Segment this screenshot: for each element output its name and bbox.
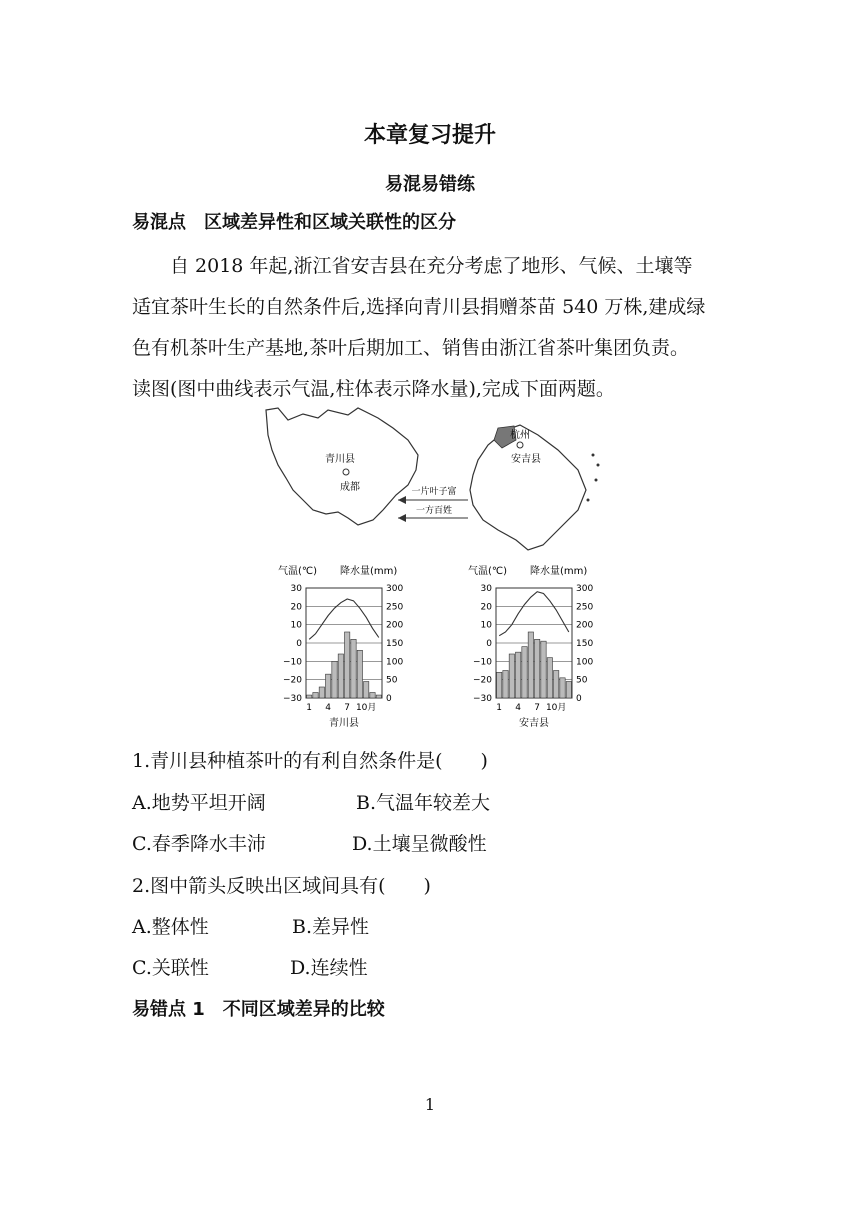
left-tick-label: −20 <box>473 675 492 686</box>
right-tick-label: 50 <box>576 675 588 686</box>
map-label-chengdu: 成都 <box>340 482 360 493</box>
right-tick-label: 250 <box>576 602 594 613</box>
section-subtitle: 易混易错练 <box>385 174 475 195</box>
island-dot <box>587 499 590 502</box>
page-number: 1 <box>424 1095 436 1114</box>
sichuan-map-outline <box>266 408 418 525</box>
precip-bar <box>345 632 350 698</box>
island-dot <box>592 454 595 457</box>
precip-bar <box>307 695 312 698</box>
q2-option-d: D.连续性 <box>290 957 368 979</box>
precip-bar <box>535 639 540 698</box>
precip-bar <box>554 671 559 699</box>
q2-option-a: A.整体性 <box>132 916 209 938</box>
x-tick-label: 1 <box>306 703 313 713</box>
climate-chart-anji <box>468 564 593 729</box>
right-tick-label: 100 <box>576 657 594 668</box>
left-tick-label: −30 <box>283 694 302 704</box>
precip-bar <box>560 678 565 698</box>
precip-bar <box>566 682 571 699</box>
precip-bar <box>528 632 533 698</box>
passage-line: 读图(图中曲线表示气温,柱体表示降水量),完成下面两题。 <box>132 378 615 400</box>
arrow-label-2: 一方百姓 <box>415 506 453 516</box>
right-tick-label: 200 <box>386 620 404 631</box>
right-tick-label: 300 <box>386 584 404 594</box>
figure <box>258 400 618 742</box>
island-dot <box>595 479 598 482</box>
left-tick-label: −20 <box>283 675 302 686</box>
precip-bar <box>357 650 362 698</box>
x-tick-label: 10月 <box>545 703 567 713</box>
left-tick-label: 20 <box>480 602 492 613</box>
x-tick-label: 7 <box>534 703 541 713</box>
right-tick-label: 50 <box>386 675 398 686</box>
precip-bar <box>338 654 343 698</box>
right-tick-label: 200 <box>576 620 594 631</box>
left-tick-label: −30 <box>473 694 492 704</box>
left-tick-label: −10 <box>283 657 302 668</box>
hangzhou-marker <box>517 442 523 448</box>
precip-bar <box>364 682 369 699</box>
right-tick-label: 0 <box>576 694 582 704</box>
precip-bar <box>503 671 508 699</box>
x-tick-label: 7 <box>344 703 351 713</box>
island-dot <box>597 464 600 467</box>
arrow-head-2 <box>398 514 406 522</box>
x-tick-label: 4 <box>325 703 332 713</box>
precip-bar <box>541 641 546 698</box>
precip-bar <box>509 654 514 698</box>
right-tick-label: 300 <box>576 584 594 594</box>
passage <box>132 246 732 410</box>
x-tick-label: 1 <box>496 703 503 713</box>
right-tick-label: 100 <box>386 657 404 668</box>
precip-bar <box>516 652 521 698</box>
temp-curve <box>499 592 569 636</box>
precip-bar <box>313 693 318 699</box>
figure-svg <box>258 400 618 742</box>
q2-option-b: B.差异性 <box>292 916 370 938</box>
left-tick-label: 0 <box>486 639 492 649</box>
question-1-stem: 1.青川县种植茶叶的有利自然条件是( ) <box>132 750 488 772</box>
right-tick-label: 150 <box>576 639 594 649</box>
precip-bar <box>319 687 324 698</box>
chengdu-marker <box>343 469 349 475</box>
left-tick-label: −10 <box>473 657 492 668</box>
precip-bar <box>332 661 337 698</box>
q1-option-c: C.春季降水丰沛 <box>132 833 266 855</box>
precip-bar <box>376 695 381 698</box>
question-2-stem: 2.图中箭头反映出区域间具有( ) <box>132 875 431 897</box>
precip-axis-label: 降水量(mm) <box>530 566 588 577</box>
precip-bar <box>326 674 331 698</box>
x-tick-label: 4 <box>515 703 522 713</box>
chart-name: 青川县 <box>329 718 359 729</box>
map-label-anji: 安吉县 <box>511 454 541 465</box>
left-tick-label: 30 <box>290 584 302 594</box>
map-label-qingchuan: 青川县 <box>325 454 355 465</box>
precip-bar <box>370 693 375 699</box>
left-tick-label: 20 <box>290 602 302 613</box>
zhejiang-map-outline <box>470 425 586 550</box>
right-tick-label: 0 <box>386 694 392 704</box>
temp-axis-label: 气温(℃) <box>468 566 508 577</box>
section-heading-error: 易错点 1 不同区域差异的比较 <box>132 999 385 1020</box>
precip-bar <box>547 658 552 698</box>
left-tick-label: 0 <box>296 639 302 649</box>
temp-curve <box>309 599 379 639</box>
q2-option-c: C.关联性 <box>132 957 209 979</box>
chart-name: 安吉县 <box>519 718 549 729</box>
right-tick-label: 250 <box>386 602 404 613</box>
precip-axis-label: 降水量(mm) <box>340 566 398 577</box>
q1-option-b: B.气温年较差大 <box>356 792 491 814</box>
x-tick-label: 10月 <box>355 703 377 713</box>
passage-line: 自 2018 年起,浙江省安吉县在充分考虑了地形、气候、土壤等 <box>132 255 693 277</box>
passage-line: 色有机茶叶生产基地,茶叶后期加工、销售由浙江省茶叶集团负责。 <box>132 337 690 359</box>
precip-bar <box>351 639 356 698</box>
arrow-label-1: 一片叶子富 <box>411 487 457 497</box>
arrow-head-1 <box>398 496 406 504</box>
precip-bar <box>522 647 527 698</box>
left-tick-label: 30 <box>480 584 492 594</box>
map-label-hangzhou: 杭州 <box>510 430 530 441</box>
q1-option-d: D.土壤呈微酸性 <box>352 833 487 855</box>
left-tick-label: 10 <box>480 620 492 631</box>
precip-bar <box>497 672 502 698</box>
q1-option-a: A.地势平坦开阔 <box>132 792 266 814</box>
temp-axis-label: 气温(℃) <box>278 566 318 577</box>
left-tick-label: 10 <box>290 620 302 631</box>
page-title: 本章复习提升 <box>363 123 496 148</box>
section-heading-confusion: 易混点 区域差异性和区域关联性的区分 <box>132 212 456 233</box>
right-tick-label: 150 <box>386 639 404 649</box>
climate-chart-qingchuan <box>278 564 403 729</box>
passage-line: 适宜茶叶生长的自然条件后,选择向青川县捐赠茶苗 540 万株,建成绿 <box>132 296 706 318</box>
